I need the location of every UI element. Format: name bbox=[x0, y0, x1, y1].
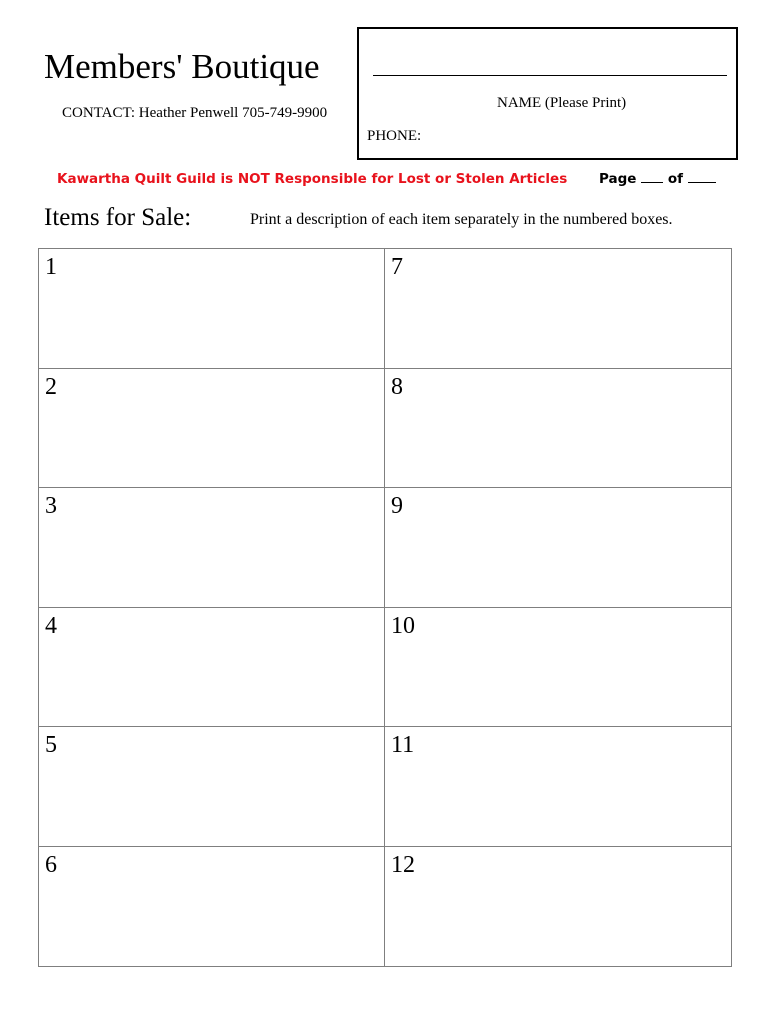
item-number: 11 bbox=[391, 732, 415, 758]
disclaimer-notice: Kawartha Quilt Guild is NOT Responsible for Lost or Stolen Articles bbox=[57, 171, 568, 187]
contact-info: CONTACT: Heather Penwell 705-749-9900 bbox=[62, 105, 328, 121]
page-label: Page bbox=[599, 171, 637, 187]
item-number: 7 bbox=[391, 254, 403, 280]
item-box-11[interactable] bbox=[385, 727, 731, 847]
item-box-5[interactable] bbox=[39, 727, 385, 847]
name-label: NAME (Please Print) bbox=[497, 95, 627, 111]
items-instructions: Print a description of each item separately in the numbered boxes. bbox=[250, 211, 673, 228]
item-number: 6 bbox=[45, 851, 57, 878]
item-box-3[interactable] bbox=[39, 488, 385, 608]
item-box-4[interactable] bbox=[39, 608, 385, 728]
item-box-10[interactable] bbox=[385, 608, 731, 728]
page-number-blank[interactable] bbox=[641, 170, 663, 183]
item-box-7[interactable] bbox=[385, 249, 731, 369]
page-of-field bbox=[599, 170, 716, 188]
item-box-1[interactable] bbox=[39, 249, 385, 369]
item-box-2[interactable] bbox=[39, 369, 385, 489]
item-number: 1 bbox=[45, 254, 57, 280]
item-number: 10 bbox=[391, 612, 415, 639]
item-box-6[interactable] bbox=[39, 847, 385, 967]
form-title: Members' Boutique bbox=[44, 47, 320, 86]
page-total-blank[interactable] bbox=[688, 170, 716, 183]
item-number: 4 bbox=[45, 612, 57, 639]
item-number: 9 bbox=[391, 493, 403, 519]
of-label: of bbox=[667, 171, 684, 187]
item-number: 8 bbox=[391, 373, 403, 400]
item-number: 2 bbox=[45, 373, 57, 400]
phone-label: PHONE: bbox=[367, 128, 422, 144]
item-number: 5 bbox=[45, 732, 57, 758]
item-box-8[interactable] bbox=[385, 369, 731, 489]
item-number: 3 bbox=[45, 493, 57, 519]
name-entry-line[interactable] bbox=[373, 75, 727, 76]
items-heading: Items for Sale: bbox=[44, 204, 192, 231]
item-box-12[interactable] bbox=[385, 847, 731, 967]
name-phone-box bbox=[357, 27, 738, 160]
items-grid bbox=[38, 248, 732, 967]
item-number: 12 bbox=[391, 851, 415, 878]
item-box-9[interactable] bbox=[385, 488, 731, 608]
